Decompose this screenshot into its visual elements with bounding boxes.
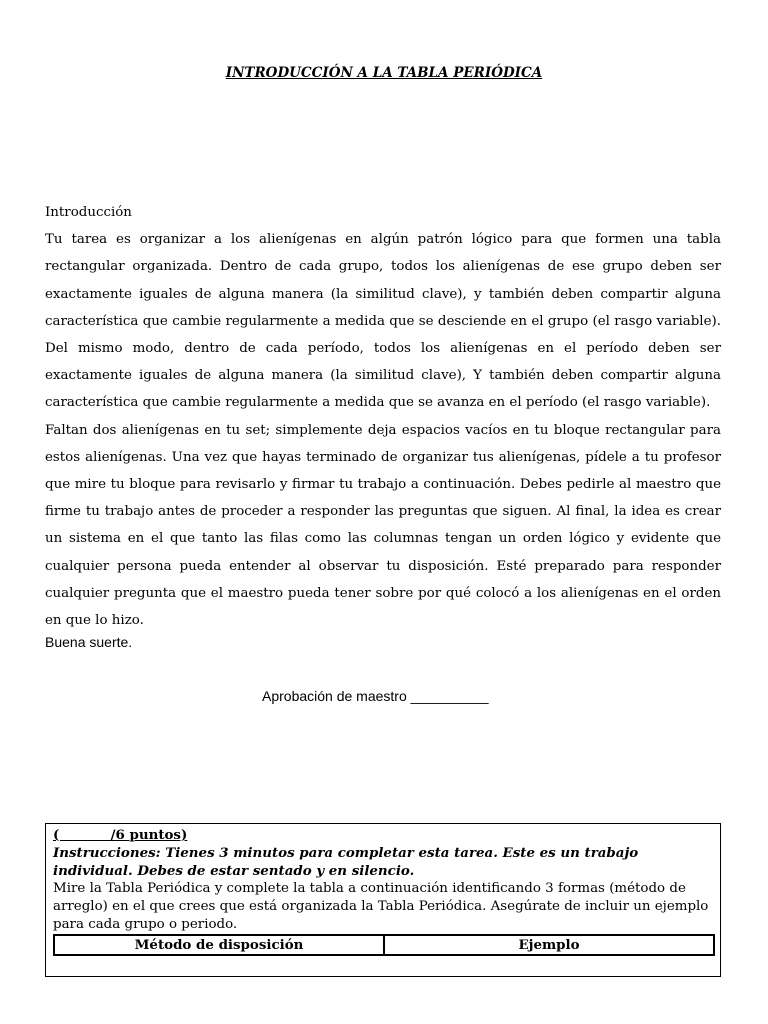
task-description: Mire la Tabla Periódica y complete la tabla a continuación identificando 3 formas (método de arreglo) en el que crees que está organizada la Tabla Periódica. Asegúrate de incluir un ejemplo para cada grupo o periodo. [53,881,709,932]
teacher-approval-line: Aprobación de maestro __________ [262,688,489,704]
introduction-section [45,199,721,634]
intro-paragraph-1: Tu tarea es organizar a los alienígenas en algún patrón lógico para que formen una tabla rectangular organizada. Dentro de cada grupo, todos los alienígenas de ese grupo deben ser exactamente iguales de alguna manera (la similitud clave), y también deben compartir alguna característica que cambie regularmente a medida que se desciende en el grupo (el rasgo variable). Del mismo modo, dentro de cada período, todos los alienígenas en el período deben ser exactamente iguales de alguna manera (la similitud clave), Y también deben compartir alguna característica que cambie regularmente a medida que se avanza en el período (el rasgo variable). [45,232,721,411]
points-label: ( /6 puntos) [53,827,188,843]
answer-table-header [53,934,715,956]
intro-heading: Introducción [45,205,132,220]
task-box [45,823,721,977]
document-title: INTRODUCCIÓN A LA TABLA PERIÓDICA [225,65,543,81]
instructions-text: Instrucciones: Tienes 3 minutos para completar esta tarea. Este es un trabajo individual. Debes de estar sentado y en silencio. [53,845,639,879]
task-box-content [53,826,713,934]
intro-paragraph-2: Faltan dos alienígenas en tu set; simplemente deja espacios vacíos en tu bloque rectangular para estos alienígenas. Una vez que hayas terminado de organizar tus alienígenas, pídele a tu profesor que mire tu bloque para revisarlo y firmar tu trabajo a continuación. Debes pedirle al maestro que firme tu trabajo antes de proceder a responder las preguntas que siguen. Al final, la idea es crear un sistema en el que tanto las filas como las columnas tengan un orden lógico y evidente que cualquier persona pueda entender al observar tu disposición. Esté preparado para responder cualquier pregunta que el maestro pueda tener sobre por qué colocó a los alienígenas en el orden en que lo hizo. [45,422,721,629]
table-header-example: Ejemplo [383,936,713,954]
good-luck-text: Buena suerte. [45,634,133,650]
table-header-method: Método de disposición [134,937,304,953]
